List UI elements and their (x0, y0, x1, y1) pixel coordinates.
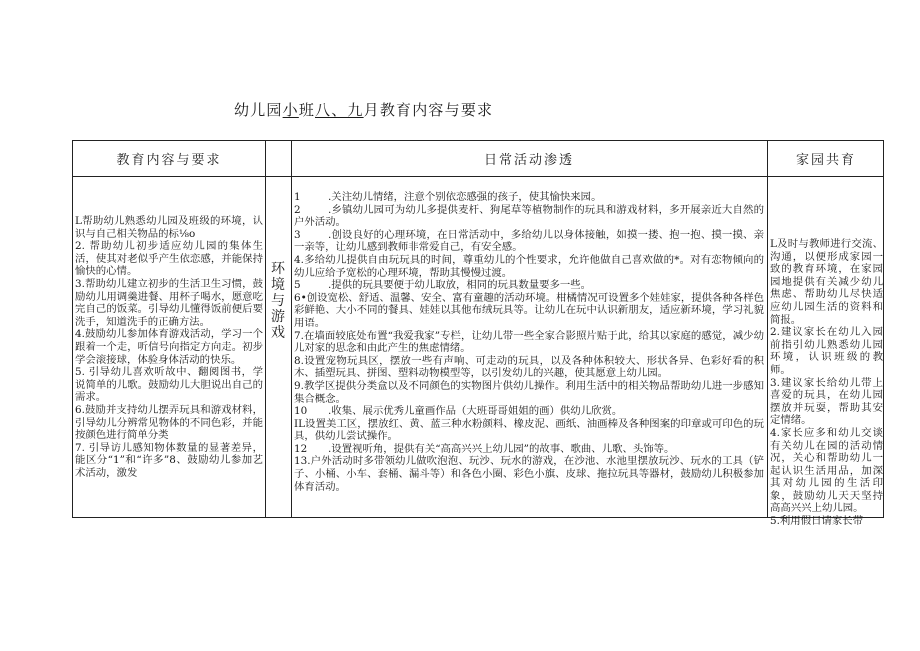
column-divider (767, 141, 768, 517)
header-daily-activities: 日常活动渗透 (483, 153, 574, 168)
cooperation-item: 5.利用假日请家长带 (770, 515, 864, 528)
title-prefix: 幼儿园 (234, 101, 283, 119)
title-class-level: 小 (282, 101, 299, 119)
requirement-item: 6.鼓励并支持幼儿摆弄玩具和游戏材料，引导幼儿分辨常见物体的不同色彩，并能按颜色进行简单分类 (75, 403, 263, 442)
requirement-item: 4.鼓励幼儿参加体育游戏活动，学习一个跟着一个走，听信号向指定方向走。初步学会滚接球，体验身体活动的快乐。 (75, 328, 263, 366)
requirement-item: 2. 帮助幼儿初步适应幼儿园的集体生活，使其对老似乎产生依恋感，并能保持愉快的心情。 (75, 240, 263, 278)
environment-and-play-label (267, 261, 289, 341)
side-char: 游 (271, 309, 285, 325)
activity-item: 2 .乡镇幼儿园可为幼儿多提供麦杆、狗尾草等植物制作的玩具和游戏材料，多开展亲近大自然的户外活动。 (294, 203, 764, 229)
activity-item: 9.教学区提供分类盒以及不同颜色的实物图片供幼儿操作。利用生活中的相关物品帮助幼儿进一步感知集合概念。 (294, 379, 764, 405)
header-home-school: 家园共育 (795, 153, 856, 168)
activity-item: 4.多给幼儿提供自由玩玩具的时间，尊重幼儿的个性要求，允许他做自己喜欢做的*。对有恋物倾向的幼儿应给予宽松的心理环境，帮助其慢慢过渡。 (294, 253, 764, 279)
title-months: 八、九 (315, 101, 364, 119)
activity-item: 6•创设宽松、舒适、温馨、安全、富有童趣的活动环境。柑橘情况可设置多个娃娃家，提供各种各样色彩鲜艳、大小不同的餐具、娃娃以其他布绒玩具等。让幼儿在玩中认识新朋友，适应新环境，学习礼貌用语。 (294, 291, 764, 329)
requirement-item: 7. 引导访儿感知物体数量的显著差异，能区分“1”和“许多”8、鼓励幼儿参加艺术活动，激发 (75, 441, 263, 479)
requirement-item: 5. 引导幼儿喜欢听故中、翻阅图书，学说简单的儿歌。鼓励幼儿大胆说出自己的需求。 (75, 366, 263, 404)
header-education-content: 教育内容与要求 (116, 153, 222, 168)
activity-item: 7.在墙面较底处布置“我爱我家”专栏，让幼儿带一些全家合影照片贴于此，给其以家庭的感觉，减少幼儿对家的思念和由此产生的焦虑情绪。 (294, 329, 764, 355)
education-requirements (75, 215, 263, 479)
side-char: 戏 (271, 325, 285, 341)
cooperation-item: L及时与教师进行交流、沟通，以便形成家园一致的教育环境，在家园园地提供有关减少幼儿焦虑、帮助幼儿尽快适应幼儿园生活的资料和简报。 (770, 238, 883, 326)
activity-item: 8.设置宠物玩具区，摆放一些有声响、可走动的玩具，以及各种体积较大、形状各异、色彩好看的积木、插塑玩具、拼图、塑料动物模型等，以引发幼儿的兴趣，使其愿意上幼儿园。 (294, 354, 764, 380)
activity-item: 13.户外活动时多带领幼儿做吹泡泡、玩沙、玩水的游戏，在沙池、水池里摆放玩沙、玩水的工具（铲子、小桶、小车、套桶、漏斗等）和各色小圈、彩色小旗、皮球、拖拉玩具等器材，鼓励幼儿积极参加体育活动。 (294, 455, 764, 493)
page-title (234, 99, 634, 120)
activity-item: 1 .关注幼儿情绪，注意个别依恋感强的孩子，使其愉快来园。 (294, 191, 602, 203)
daily-activities (294, 191, 764, 493)
title-class-word: 班 (298, 101, 316, 119)
requirement-item: L帮助幼儿熟悉幼儿园及班级的环境，认识与自己相关物品的标⅛o (75, 215, 263, 240)
requirement-item: 3.帮助幼儿建立初步的生活卫生习惯，鼓励幼儿用调羹进餐、用杯子喝水，愿意吃完自己的饭菜。引导幼儿懂得饭前便后要洗手，知道洗手的正确方法。 (75, 277, 263, 328)
cooperation-item: 2.建议家长在幼儿入园前指引幼儿熟悉幼儿园环境，认识班级的教师。 (770, 326, 883, 376)
title-suffix: 月教育内容与要求 (363, 101, 494, 119)
education-plan-table (72, 140, 884, 528)
cooperation-item: 4.家长应多和幼儿交谈有关幼儿在园的活动情况，关心和帮助幼儿一起认识生活用品，加深其对幼儿园的生活印象，鼓励幼儿天天坚持高高兴兴上幼儿园。 (770, 426, 883, 515)
side-char: 环 (271, 261, 285, 277)
activity-item: 5 .提供的玩具要便于幼儿取放，相同的玩具数量要多一些。 (294, 279, 592, 292)
side-char: 与 (271, 293, 285, 309)
column-divider (291, 141, 292, 517)
activity-item: 10 .收集、展示优秀儿童画作品（大班哥哥姐姐的画）供幼儿欣赏。 (294, 405, 623, 418)
cooperation-item: 3.建议家长给幼儿带上喜爱的玩具，在幼儿园摆放并玩耍，帮助其安定情绪。 (770, 376, 883, 427)
activity-item: 12 .设置视听角，提供有关“高高兴兴上幼儿园”的故事、歌曲、儿歌、头饰等。 (294, 442, 675, 455)
header-divider (73, 176, 883, 177)
home-school-cooperation (770, 238, 883, 528)
activity-item: IL设置美工区，摆放红、黄、蓝三种水粉颜料、橡皮泥、画纸、油画棒及各种图案的印章或可印色的玩具，供幼儿尝试操作。 (294, 417, 764, 443)
activity-item: 3 .创设良好的心理环境，在日常活动中，多给幼儿以身体接触，如摸一搂、抱一抱、摸一摸、亲一亲等，让幼儿感到教师非常爱自己，有安全感。 (294, 228, 764, 254)
side-char: 境 (271, 277, 285, 293)
column-divider (265, 141, 266, 517)
